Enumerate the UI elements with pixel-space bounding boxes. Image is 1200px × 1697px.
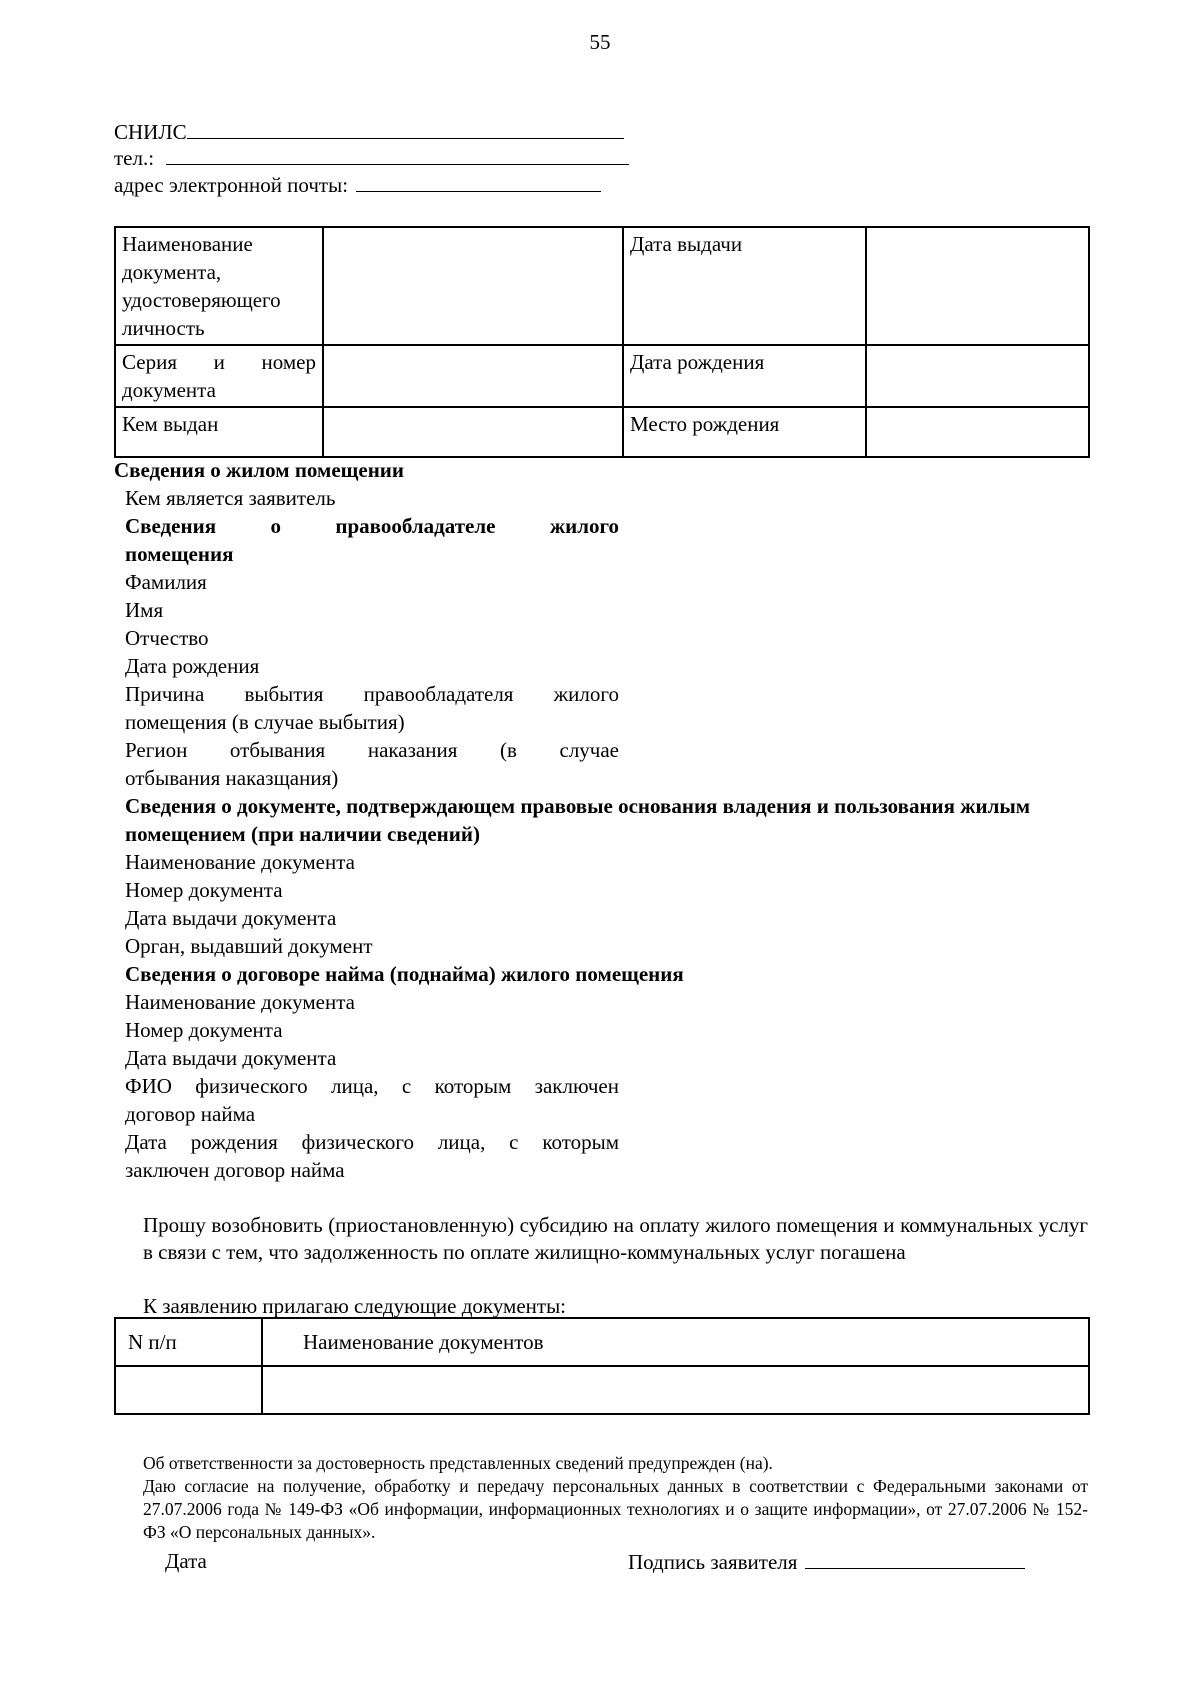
col-number-header: N п/п [115,1318,262,1366]
birth-place-label: Место рождения [623,407,866,457]
ownership-doc-name: Наименование документа [125,850,355,874]
attachments-intro: К заявлению прилагаю следующие документы: [143,1294,567,1318]
lease-doc-number: Номер документа [125,1018,283,1042]
ownership-doc-title: Сведения о документе, подтверждающем правовые основания владения и пользования жилым помещением (при наличии сведений) [125,794,1031,846]
issue-date-value[interactable] [866,227,1089,345]
ownership-doc-number: Номер документа [125,878,283,902]
lease-title: Сведения о договоре найма (поднайма) жилого помещения [125,962,684,986]
consent-text: Даю согласие на получение, обработку и передачу персональных данных в соответствии с Федеральными законами от 27.07.2006 года № 149-ФЗ «Об информации, информационных технологиях и о защите информации», от 27.07.2006 № 152-ФЗ «О персональных данных». [143,1476,1088,1542]
attachment-name-cell[interactable] [262,1366,1089,1414]
signature-row [628,1548,1025,1575]
holder-title: Сведения о правообладателе жилого помещения [125,514,619,566]
phone-label: тел.: [114,146,155,170]
snils-field[interactable] [187,118,624,139]
snils-row [114,118,624,145]
request-text: Прошу возобновить (приостановленную) субсидию на оплату жилого помещения и коммунальных услуг в связи с тем, что задолженность по оплате жилищно-коммунальных услуг погашена [143,1213,1088,1264]
patronymic-label: Отчество [125,626,209,650]
leave-reason-label: Причина выбытия правообладателя жилого помещения (в случае выбытия) [125,682,619,734]
email-field[interactable] [356,171,601,192]
issued-by-label: Кем выдан [115,407,323,457]
date-label: Дата [165,1549,207,1573]
series-label: Серия и номер документа [115,345,323,407]
doc-name-label: Наименование документа, удостоверяющего личность [115,227,323,345]
phone-row [114,144,629,171]
holder-birth-date-label: Дата рождения [125,654,260,678]
issue-date-label: Дата выдачи [623,227,866,345]
signature-label: Подпись заявителя [628,1550,798,1574]
doc-name-value[interactable] [323,227,623,345]
signature-field[interactable] [805,1548,1025,1569]
snils-label: СНИЛС [114,120,187,144]
ownership-doc-issuer: Орган, выдавший документ [125,934,373,958]
ownership-doc-issue-date: Дата выдачи документа [125,906,337,930]
birth-date-label: Дата рождения [623,345,866,407]
col-name-header: Наименование документов [262,1318,1089,1366]
email-label: адрес электронной почты: [114,173,349,197]
series-value[interactable] [323,345,623,407]
region-label: Регион отбывания наказания (в случае отбывания наказщания) [125,738,619,790]
birth-place-value[interactable] [866,407,1089,457]
email-row [114,171,601,198]
attachment-number-cell[interactable] [115,1366,262,1414]
surname-label: Фамилия [125,570,207,594]
attachments-table [114,1317,1090,1415]
identity-document-table [114,226,1090,458]
phone-field[interactable] [166,144,629,165]
lease-person-label: ФИО физического лица, с которым заключен договор найма [125,1074,619,1126]
issued-by-value[interactable] [323,407,623,457]
birth-date-value[interactable] [866,345,1089,407]
lease-doc-name: Наименование документа [125,990,355,1014]
housing-title: Сведения о жилом помещении [114,458,404,482]
lease-person-birth-label: Дата рождения физического лица, с которым заключен договор найма [125,1130,619,1182]
applicant-role: Кем является заявитель [125,486,336,510]
responsibility-text: Об ответственности за достоверность представленных сведений предупрежден (на). [143,1453,773,1473]
lease-issue-date: Дата выдачи документа [125,1046,337,1070]
name-label: Имя [125,598,164,622]
page-number: 55 [589,30,611,54]
